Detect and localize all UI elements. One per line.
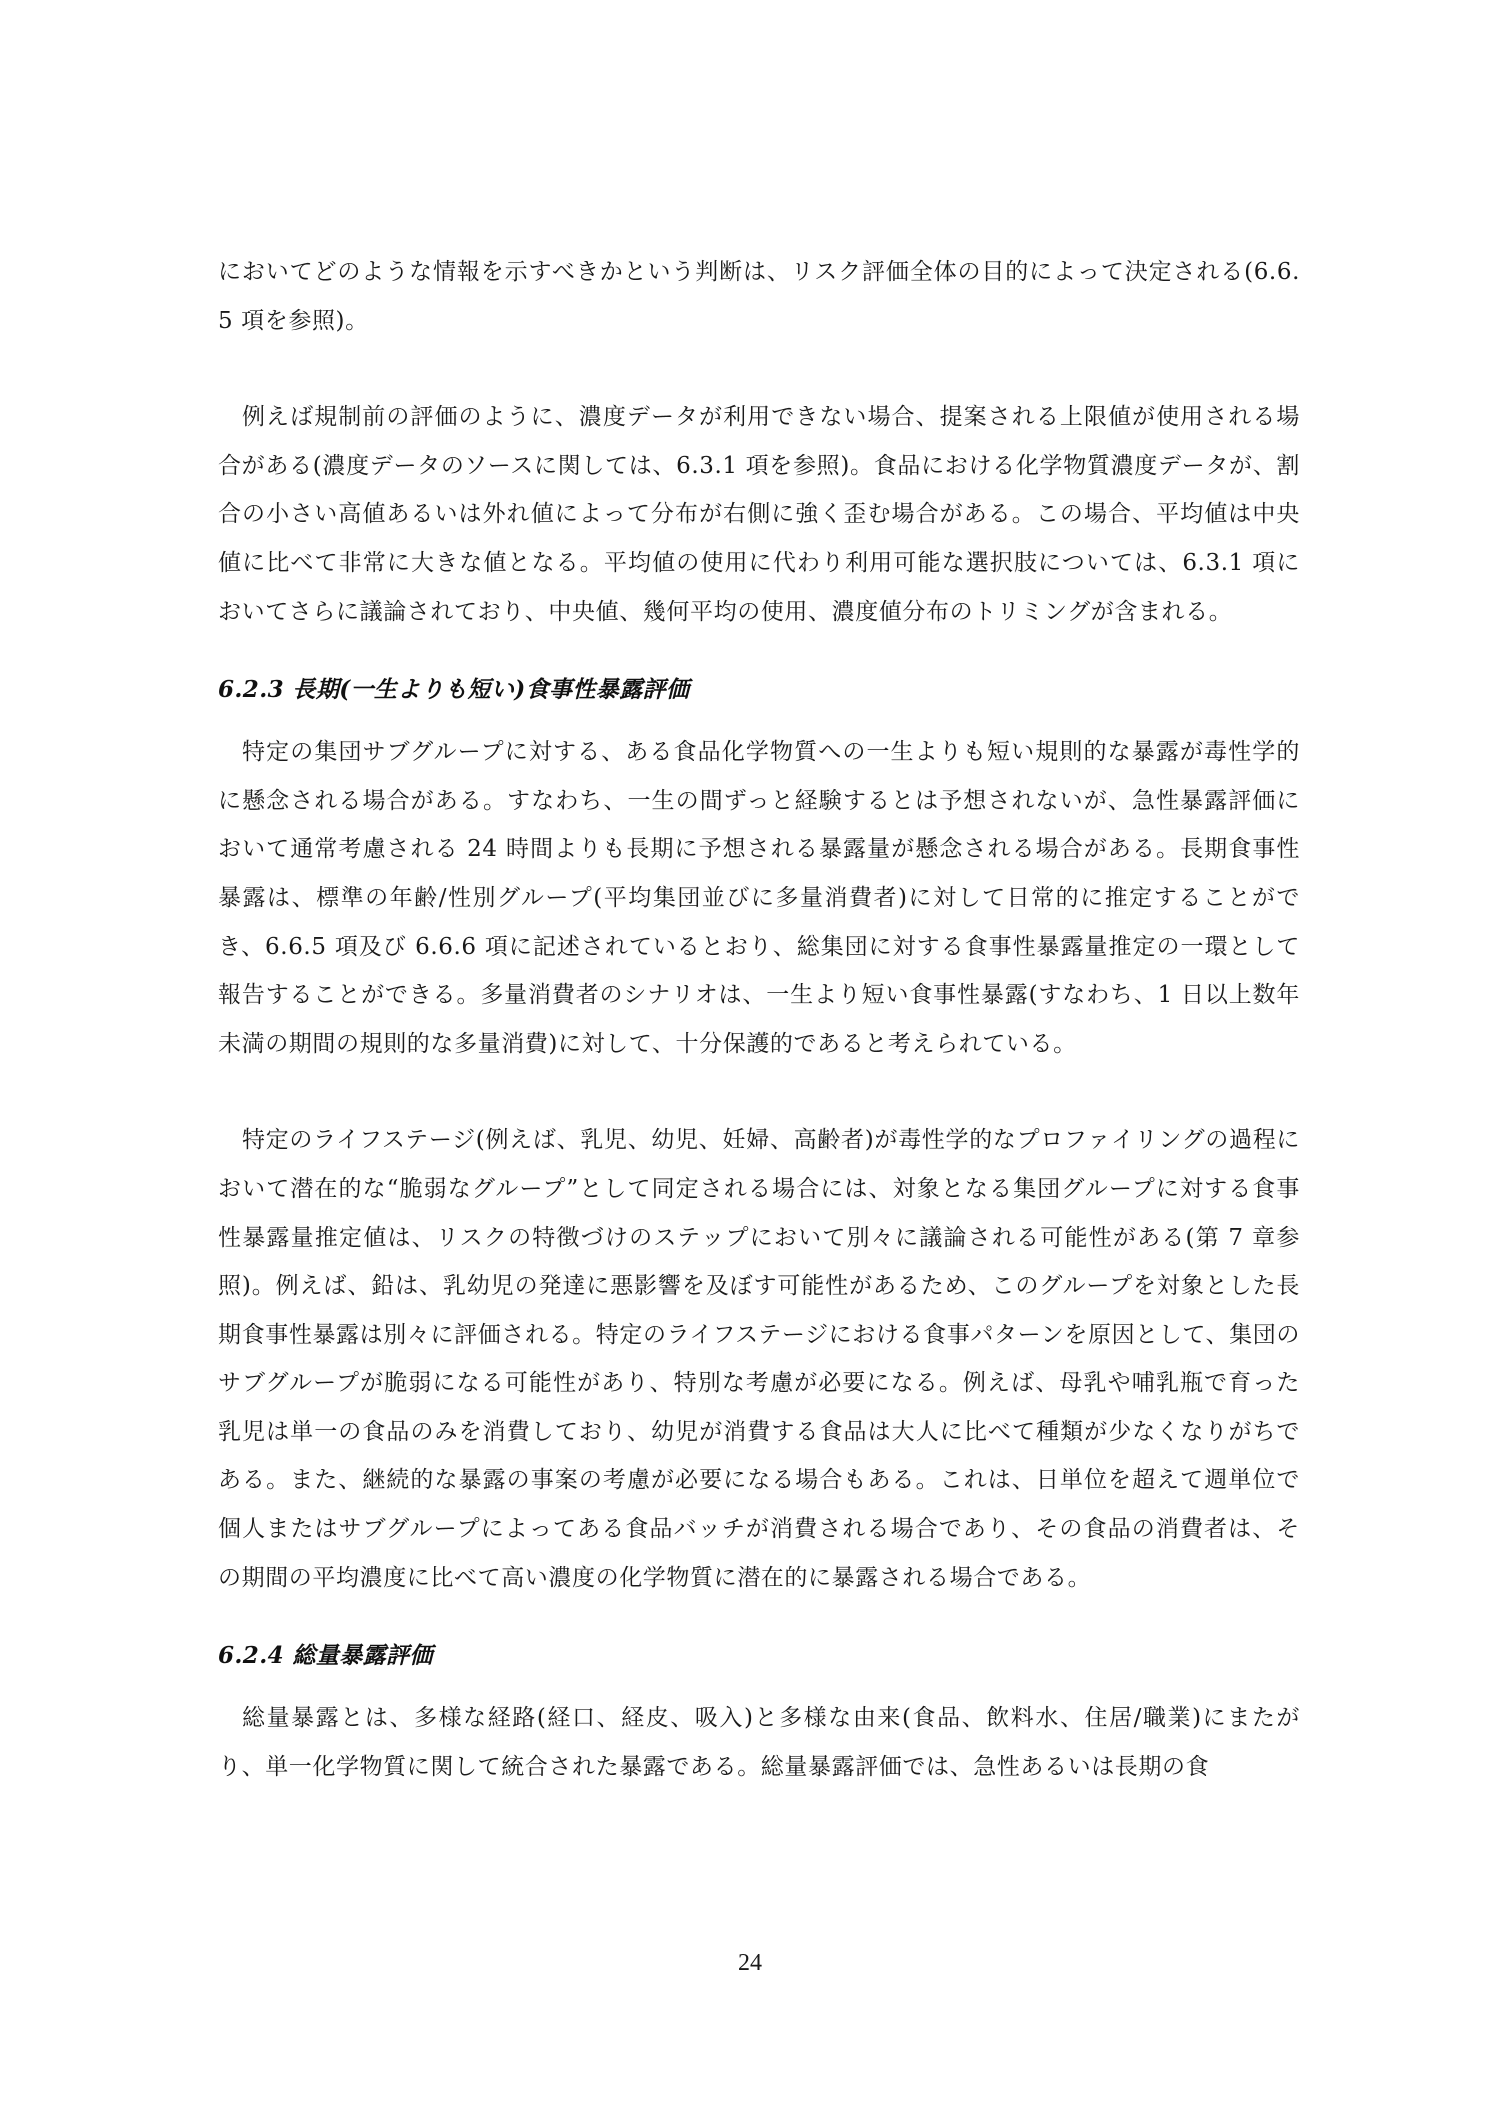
heading-6-2-4: 6.2.4 総量暴露評価 (218, 1642, 433, 1670)
paragraph-gap (218, 345, 1300, 393)
page-number: 24 (738, 1950, 762, 1976)
paragraph-continuation: においてどのような情報を示すべきかという判断は、リスク評価全体の目的によって決定される(6.6.5 項を参照)。 (218, 259, 1300, 334)
paragraph-gap (218, 636, 1300, 666)
page-body (218, 248, 1300, 1791)
paragraph-gap (218, 1602, 1300, 1632)
paragraph-concentration-data: 例えば規制前の評価のように、濃度データが利用できない場合、提案される上限値が使用される場合がある(濃度データのソースに関しては、6.3.1 項を参照)。食品における化学物質濃度データが、割合の小さい高値あるいは外れ値によって分布が右側に強く歪む場合がある。この場合、平均値は中央値に比べて非常に大きな値となる。平均値の使用に代わり利用可能な選択肢については、6.3.1 項においてさらに議論されており、中央値、幾何平均の使用、濃度値分布のトリミングが含まれる。 (218, 404, 1300, 625)
paragraph-life-stage: 特定のライフステージ(例えば、乳児、幼児、妊婦、高齢者)が毒性学的なプロファイリングの過程において潜在的な“脆弱なグループ”として同定される場合には、対象となる集団グループに対する食事性暴露量推定値は、リスクの特徴づけのステップにおいて別々に議論される可能性がある(第 7 章参照)。例えば、鉛は、乳幼児の発達に悪影響を及ぼす可能性があるため、このグループを対象とした長期食事性暴露は別々に評価される。特定のライフステージにおける食事パターンを原因として、集団のサブグループが脆弱になる可能性があり、特別な考慮が必要になる。例えば、母乳や哺乳瓶で育った乳児は単一の食品のみを消費しており、幼児が消費する食品は大人に比べて種類が少なくなりがちである。また、継続的な暴露の事案の考慮が必要になる場合もある。これは、日単位を超えて週単位で個人またはサブグループによってある食品バッチが消費される場合であり、その食品の消費者は、その期間の平均濃度に比べて高い濃度の化学物質に潜在的に暴露される場合である。 (218, 1127, 1300, 1591)
paragraph-aggregate-exposure: 総量暴露とは、多様な経路(経口、経皮、吸入)と多様な由来(食品、飲料水、住居/職業)にまたがり、単一化学物質に関して統合された暴露である。総量暴露評価では、急性あるいは長期の食 (218, 1705, 1300, 1780)
heading-gap (218, 1680, 1300, 1694)
heading-6-2-3: 6.2.3 長期(一生よりも短い)食事性暴露評価 (218, 676, 690, 704)
paragraph-long-term-exposure: 特定の集団サブグループに対する、ある食品化学物質への一生よりも短い規則的な暴露が毒性学的に懸念される場合がある。すなわち、一生の間ずっと経験するとは予想されないが、急性暴露評価において通常考慮される 24 時間よりも長期に予想される暴露量が懸念される場合がある。長期食事性暴露は、標準の年齢/性別グループ(平均集団並びに多量消費者)に対して日常的に推定することができ、6.6.5 項及び 6.6.6 項に記述されているとおり、総集団に対する食事性暴露量推定の一環として報告することができる。多量消費者のシナリオは、一生より短い食事性暴露(すなわち、1 日以上数年未満の期間の規則的な多量消費)に対して、十分保護的であると考えられている。 (218, 739, 1300, 1057)
heading-gap (218, 714, 1300, 728)
paragraph-gap (218, 1068, 1300, 1116)
